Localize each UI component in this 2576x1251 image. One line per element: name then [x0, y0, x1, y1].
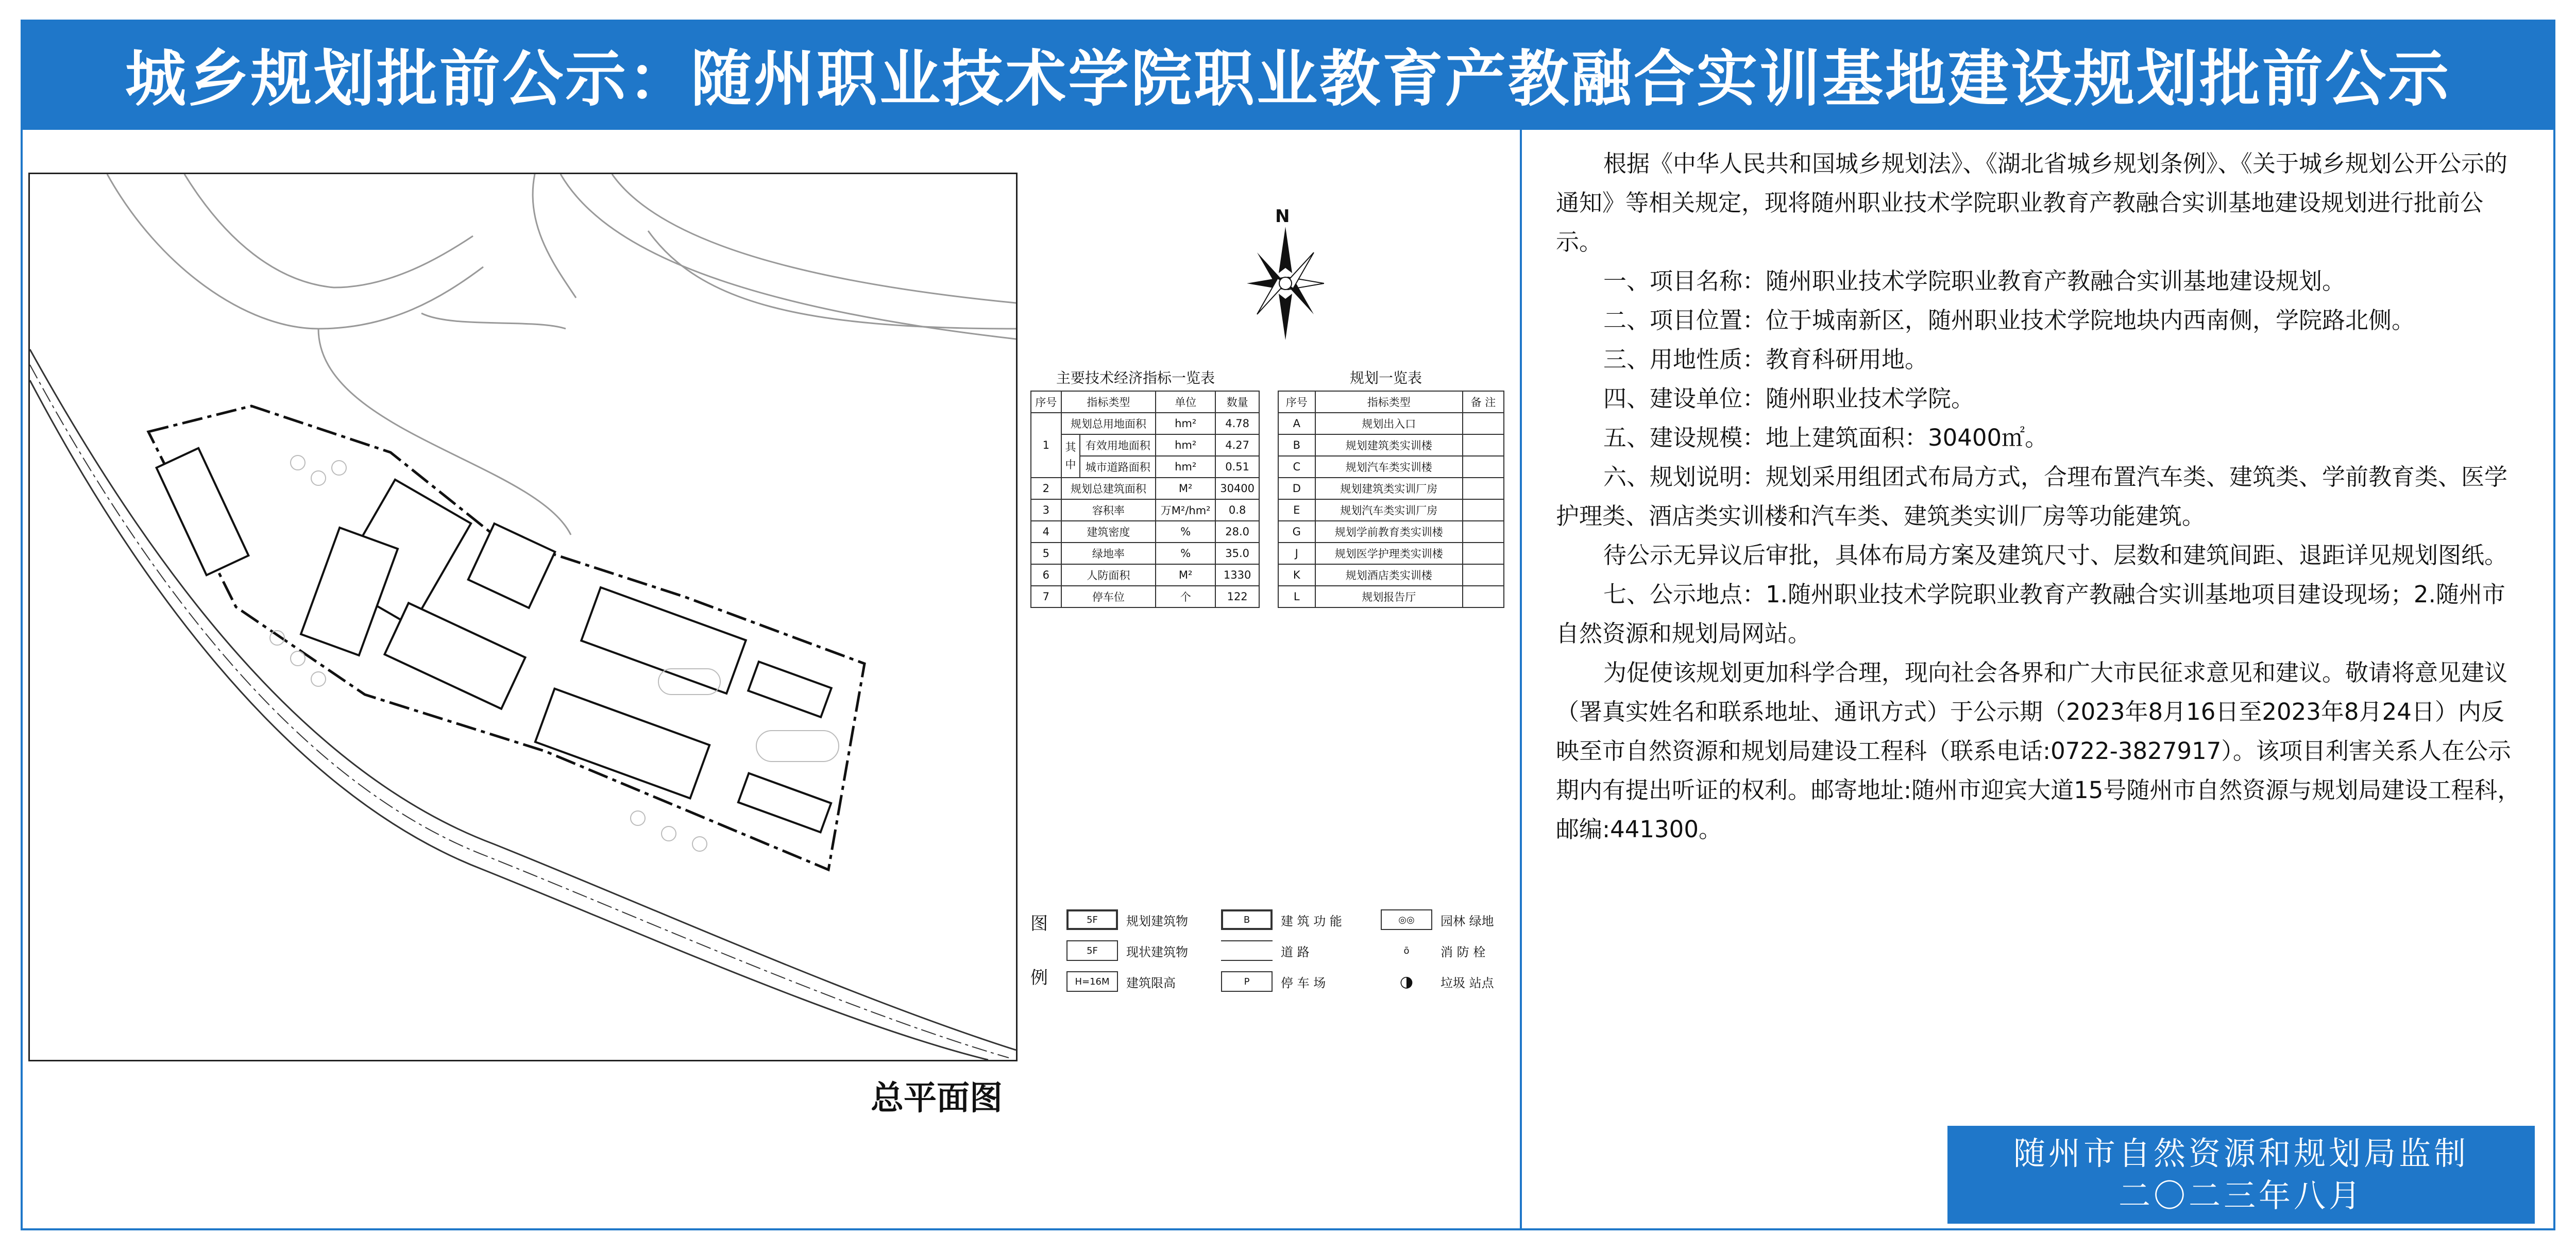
legend-item-label: 道 路	[1281, 944, 1310, 959]
table-row	[1278, 499, 1504, 521]
cell-type: 规划酒店类实训楼	[1315, 564, 1463, 586]
cell-no: C	[1278, 456, 1315, 478]
legend-item-label: 停 车 场	[1281, 975, 1326, 990]
cell-note	[1463, 564, 1504, 586]
cell-type: 规划总用地面积	[1061, 413, 1156, 434]
col-header: 序号	[1278, 391, 1315, 413]
cell-no: A	[1278, 413, 1315, 434]
plan-table	[1278, 391, 1504, 608]
col-header: 备 注	[1463, 391, 1504, 413]
hydrant-icon: ō	[1381, 940, 1432, 961]
cell-unit: %	[1156, 521, 1215, 543]
panel-divider	[1520, 129, 1522, 1229]
cell-no: G	[1278, 521, 1315, 543]
cell-unit: hm²	[1156, 434, 1215, 456]
table-row	[1278, 434, 1504, 456]
tree-icon: ◎◎	[1381, 909, 1432, 930]
cell-note	[1463, 413, 1504, 434]
table-row	[1278, 456, 1504, 478]
notice-item-4: 四、建设单位：随州职业技术学院。	[1603, 385, 1975, 412]
compass-icon	[1247, 227, 1324, 371]
cell-no: K	[1278, 564, 1315, 586]
cell-value: 0.51	[1215, 456, 1259, 478]
cell-note	[1463, 478, 1504, 499]
cell-type: 规划出入口	[1315, 413, 1463, 434]
site-plan-map	[28, 173, 1018, 1061]
cell-type: 规划学前教育类实训楼	[1315, 521, 1463, 543]
cell-no: D	[1278, 478, 1315, 499]
notice-item-5: 五、建设规模：地上建筑面积：30400㎡。	[1603, 424, 2048, 451]
table-header-row	[1278, 391, 1504, 413]
table-row	[1031, 434, 1259, 456]
garbage-station-icon: ◑	[1381, 971, 1432, 992]
cell-no: 5	[1031, 543, 1061, 564]
legend-item-building-function	[1221, 909, 1342, 930]
cell-type: 规划建筑类实训厂房	[1315, 478, 1463, 499]
footer-date: 二〇二三年八月	[2118, 1177, 2364, 1214]
legend-item-hydrant	[1381, 940, 1485, 961]
table-row	[1031, 543, 1259, 564]
tech-table-title: 主要技术经济指标一览表	[1056, 369, 1215, 386]
subgroup-label: 中	[1065, 459, 1076, 471]
table-row	[1031, 413, 1259, 434]
cell-type: 规划总建筑面积	[1061, 478, 1156, 499]
height-limit-symbol: H=16M	[1066, 971, 1118, 992]
cell-note	[1463, 456, 1504, 478]
legend-item-height-limit	[1066, 971, 1176, 992]
legend-label: 图	[1030, 914, 1048, 934]
notice-item-2: 二、项目位置：位于城南新区，随州职业技术学院地块内西南侧，学院路北侧。	[1603, 307, 2415, 334]
cell-type: 规划报告厅	[1315, 586, 1463, 607]
cell-type: 绿地率	[1061, 543, 1156, 564]
cell-value: 35.0	[1215, 543, 1259, 564]
cell-note	[1463, 586, 1504, 607]
cell-type: 容积率	[1061, 499, 1156, 521]
cell-no: 4	[1031, 521, 1061, 543]
footer-stamp	[1947, 1126, 2535, 1224]
cell-unit: hm²	[1156, 456, 1215, 478]
cell-value: 30400	[1215, 478, 1259, 499]
table-row	[1278, 564, 1504, 586]
cell-unit: M²	[1156, 564, 1215, 586]
table-row	[1278, 586, 1504, 607]
legend-item-existing-building	[1066, 940, 1188, 961]
table-row	[1278, 543, 1504, 564]
legend-item-label: 垃圾 站点	[1440, 975, 1494, 990]
cell-value: 4.27	[1215, 434, 1259, 456]
cell-type: 规划医学护理类实训楼	[1315, 543, 1463, 564]
cell-type: 规划汽车类实训楼	[1315, 456, 1463, 478]
cell-value: 0.8	[1215, 499, 1259, 521]
cell-no: 6	[1031, 564, 1061, 586]
cell-no: B	[1278, 434, 1315, 456]
cell-note	[1463, 521, 1504, 543]
legend-label: 例	[1030, 968, 1048, 988]
col-header: 指标类型	[1061, 391, 1156, 413]
notice-item-7: 七、公示地点：1.随州职业技术学院职业教育产教融合实训基地项目建设现场；2.随州市自然资源和规划局网站。	[1556, 581, 2505, 647]
cell-no: L	[1278, 586, 1315, 607]
cell-type: 有效用地面积	[1080, 434, 1156, 456]
legend-item-green	[1381, 909, 1494, 930]
col-header: 指标类型	[1315, 391, 1463, 413]
table-row	[1278, 413, 1504, 434]
table-row	[1031, 586, 1259, 607]
table-row	[1278, 521, 1504, 543]
page-title: 城乡规划批前公示：随州职业技术学院职业教育产教融合实训基地建设规划批前公示	[125, 43, 2451, 114]
cell-no: 7	[1031, 586, 1061, 607]
cell-subgroup	[1061, 434, 1080, 478]
subgroup-label: 其	[1065, 441, 1076, 453]
cell-unit: M²	[1156, 478, 1215, 499]
planned-building-symbol: 5F	[1066, 909, 1118, 930]
table-row	[1031, 521, 1259, 543]
cell-no: J	[1278, 543, 1315, 564]
col-header: 数量	[1215, 391, 1259, 413]
col-header: 单位	[1156, 391, 1215, 413]
table-row	[1278, 478, 1504, 499]
notice-item-3: 三、用地性质：教育科研用地。	[1603, 346, 1928, 373]
cell-type: 建筑密度	[1061, 521, 1156, 543]
cell-note	[1463, 434, 1504, 456]
legend-item-label: 建筑限高	[1126, 975, 1176, 990]
legend-item-garbage	[1381, 971, 1494, 992]
title-bar	[21, 20, 2555, 128]
cell-type: 人防面积	[1061, 564, 1156, 586]
cell-unit: hm²	[1156, 413, 1215, 434]
notice-pending: 待公示无异议后审批，具体布局方案及建筑尺寸、层数和建筑间距、退距详见规划图纸。	[1603, 542, 2508, 569]
cell-type: 规划建筑类实训楼	[1315, 434, 1463, 456]
cell-value: 4.78	[1215, 413, 1259, 434]
existing-building-symbol: 5F	[1066, 940, 1118, 961]
cell-note	[1463, 543, 1504, 564]
plan-table-title: 规划一览表	[1350, 369, 1422, 386]
cell-note	[1463, 499, 1504, 521]
notice-closing: 为促使该规划更加科学合理，现向社会各界和广大市民征求意见和建议。敬请将意见建议（署真实姓名和联系地址、通讯方式）于公示期（2023年8月16日至2023年8月24日）内反映至市自然资源和规划局建设工程科（联系电话:0722-3827917）。该项目利害关系人在公示期内有提出听证的权利。邮寄地址:随州市迎宾大道15号随州市自然资源与规划局建设工程科，邮编:441300。	[1556, 659, 2521, 843]
legend-item-parking	[1221, 971, 1326, 992]
cell-no: 3	[1031, 499, 1061, 521]
building-function-symbol: B	[1221, 909, 1273, 930]
legend-item-label: 建 筑 功 能	[1281, 914, 1342, 928]
table-row	[1031, 478, 1259, 499]
legend-item-label: 规划建筑物	[1126, 914, 1188, 928]
col-header: 序号	[1031, 391, 1061, 413]
cell-unit: %	[1156, 543, 1215, 564]
road-symbol	[1221, 940, 1273, 961]
cell-type: 城市道路面积	[1080, 456, 1156, 478]
parking-symbol: P	[1221, 971, 1273, 992]
cell-unit: 万M²/hm²	[1156, 499, 1215, 521]
table-row	[1031, 499, 1259, 521]
cell-no: 1	[1031, 413, 1061, 478]
cell-no: 2	[1031, 478, 1061, 499]
legend-item-label: 现状建筑物	[1126, 944, 1188, 959]
notice-item-1: 一、项目名称：随州职业技术学院职业教育产教融合实训基地建设规划。	[1603, 267, 2346, 295]
legend-item-planned-building	[1066, 909, 1188, 930]
legend-item-road	[1221, 940, 1310, 961]
tech-table	[1030, 391, 1260, 608]
notice-text	[1556, 144, 2524, 849]
cell-no: E	[1278, 499, 1315, 521]
table-header-row	[1031, 391, 1259, 413]
table-row	[1031, 564, 1259, 586]
legend-item-label: 消 防 栓	[1440, 944, 1486, 959]
notice-item-6: 六、规划说明：规划采用组团式布局方式，合理布置汽车类、建筑类、学前教育类、医学护理类、酒店类实训楼和汽车类、建筑类实训厂房等功能建筑。	[1556, 463, 2508, 530]
footer-org: 随州市自然资源和规划局监制	[2013, 1135, 2469, 1172]
legend-item-label: 园林 绿地	[1440, 914, 1494, 928]
plan-caption: 总平面图	[871, 1079, 1003, 1118]
cell-type: 停车位	[1061, 586, 1156, 607]
cell-value: 122	[1215, 586, 1259, 607]
north-label: N	[1275, 206, 1290, 227]
notice-intro: 根据《中华人民共和国城乡规划法》、《湖北省城乡规划条例》、《关于城乡规划公开公示的通知》等相关规定，现将随州职业技术学院职业教育产教融合实训基地建设规划进行批前公示。	[1556, 150, 2508, 256]
cell-value: 28.0	[1215, 521, 1259, 543]
cell-unit: 个	[1156, 586, 1215, 607]
cell-value: 1330	[1215, 564, 1259, 586]
cell-type: 规划汽车类实训厂房	[1315, 499, 1463, 521]
site-plan-drawing	[30, 174, 1016, 1060]
